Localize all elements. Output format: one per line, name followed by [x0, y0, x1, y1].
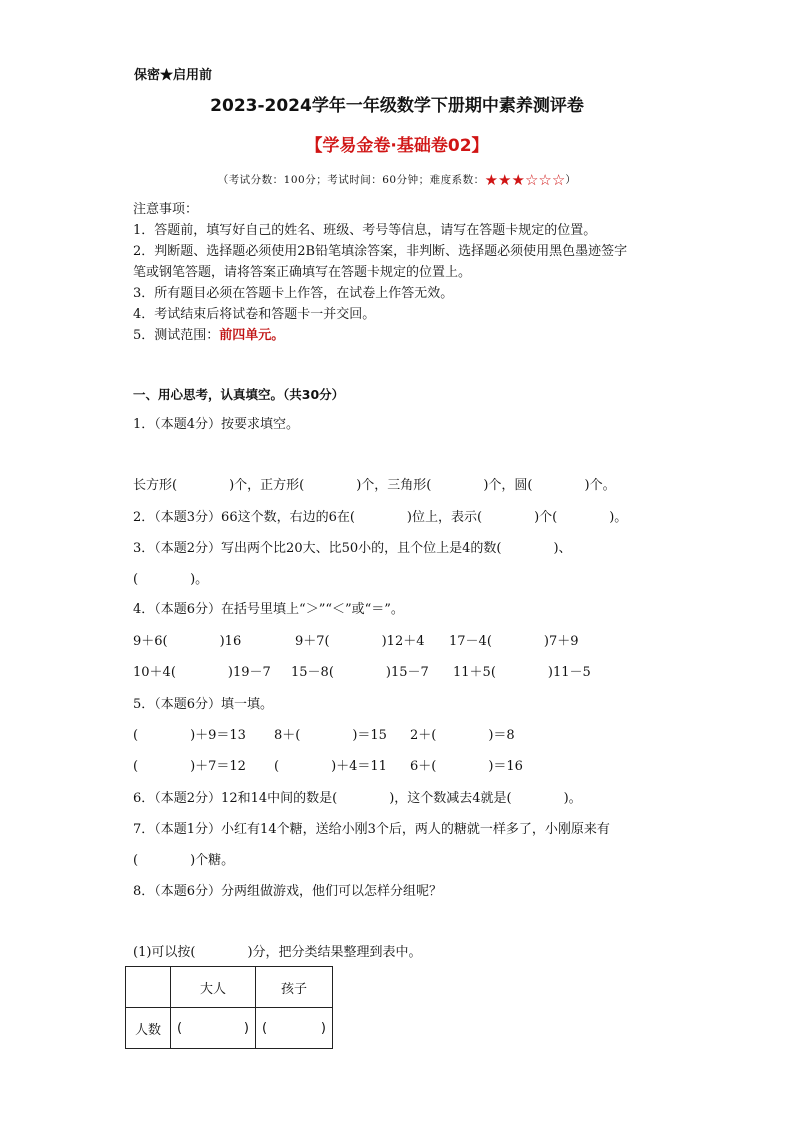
note-item: 3．所有题目必须在答题卡上作答，在试卷上作答无效。 [133, 286, 454, 301]
question-8-sub: (1)可以按( )分，把分类结果整理到表中。 [133, 945, 422, 960]
star-filled-icon: ★ [498, 171, 512, 189]
exam-info-close: ） [565, 174, 577, 186]
question-3-line-b: ( )。 [133, 572, 209, 587]
question-5-item: 2＋( )＝8 [410, 728, 515, 743]
notes-heading: 注意事项： [133, 202, 199, 217]
question-7-line-b: ( )个糖。 [133, 853, 235, 868]
table-header-adults: 大人 [171, 967, 256, 1008]
question-4-item: 11＋5( )11－5 [453, 665, 591, 680]
note-item: 笔或钢笔答题，请将答案正确填写在答题卡规定的位置上。 [133, 265, 472, 280]
confidential-label: 保密★启用前 [134, 68, 213, 83]
question-5-title: 5．（本题6分）填一填。 [133, 697, 274, 712]
paren-open: ( [177, 1020, 183, 1036]
question-5-item: ( )＋9＝13 [133, 728, 246, 743]
star-empty-icon: ☆ [551, 171, 566, 189]
classification-table [125, 966, 333, 1049]
question-8-title: 8．（本题6分）分两组做游戏，他们可以怎样分组呢？ [133, 884, 443, 899]
question-1-title: 1．（本题4分）按要求填空。 [133, 417, 300, 432]
question-4-title: 4．（本题6分）在括号里填上“＞”“＜”或“＝”。 [133, 602, 404, 617]
answer-cell-children[interactable] [256, 1008, 333, 1049]
table-header-children: 孩子 [256, 967, 333, 1008]
table-row [126, 1008, 333, 1049]
exam-info [0, 171, 794, 189]
answer-cell-adults[interactable] [171, 1008, 256, 1049]
table-header-cell [126, 967, 171, 1008]
star-filled-icon: ★ [511, 171, 525, 189]
exam-title: 2023-2024学年一年级数学下册期中素养测评卷 [210, 96, 584, 116]
exam-info-text: （考试分数：100分；考试时间：60分钟；难度系数： [217, 174, 485, 186]
exam-subtitle: 【学易金卷·基础卷02】 [305, 136, 489, 156]
question-5-item: 6＋( )＝16 [410, 759, 523, 774]
note-item: 4．考试结束后将试卷和答题卡一并交回。 [133, 307, 376, 322]
question-4-item: 15－8( )15－7 [291, 665, 429, 680]
table-row-label: 人数 [126, 1008, 171, 1049]
question-3-line-a: 3．（本题2分）写出两个比20大、比50小的，且个位上是4的数( )、 [133, 541, 572, 556]
paren-close: ) [243, 1020, 249, 1036]
question-6: 6．（本题2分）12和14中间的数是( )，这个数减去4就是( )。 [133, 791, 582, 806]
question-4-item: 17－4( )7＋9 [449, 634, 579, 649]
star-empty-icon: ☆ [524, 171, 539, 189]
star-empty-icon: ☆ [538, 171, 552, 189]
question-5-item: ( )＋4＝11 [274, 759, 387, 774]
question-5-item: 8＋( )＝15 [274, 728, 387, 743]
note-item: 1．答题前，填写好自己的姓名、班级、考号等信息，请写在答题卡规定的位置。 [133, 223, 597, 238]
note-scope-prefix: 5．测试范围： [133, 328, 220, 343]
note-item: 2．判断题、选择题必须使用2B铅笔填涂答案，非判断、选择题必须使用黑色墨迹签字 [133, 244, 628, 259]
question-5-item: ( )＋7＝12 [133, 759, 246, 774]
question-7-line-a: 7．（本题1分）小红有14个糖，送给小刚3个后，两人的糖就一样多了，小刚原来有 [133, 822, 610, 837]
note-scope-value: 前四单元。 [219, 328, 285, 343]
question-4-item: 9＋6( )16 [133, 634, 242, 649]
star-filled-icon: ★ [484, 171, 499, 189]
table-row [126, 967, 333, 1008]
paren-open: ( [262, 1020, 268, 1036]
question-1-line: 长方形( )个，正方形( )个，三角形( )个，圆( )个。 [133, 478, 616, 493]
difficulty-stars [485, 171, 566, 189]
paren-close: ) [320, 1020, 326, 1036]
question-4-item: 10＋4( )19－7 [133, 665, 271, 680]
question-4-item: 9＋7( )12＋4 [295, 634, 425, 649]
note-scope [133, 324, 284, 343]
section-title: 一、用心思考，认真填空。（共30分） [133, 387, 345, 402]
question-2: 2．（本题3分）66这个数，右边的6在( )位上，表示( )个( )。 [133, 510, 628, 525]
